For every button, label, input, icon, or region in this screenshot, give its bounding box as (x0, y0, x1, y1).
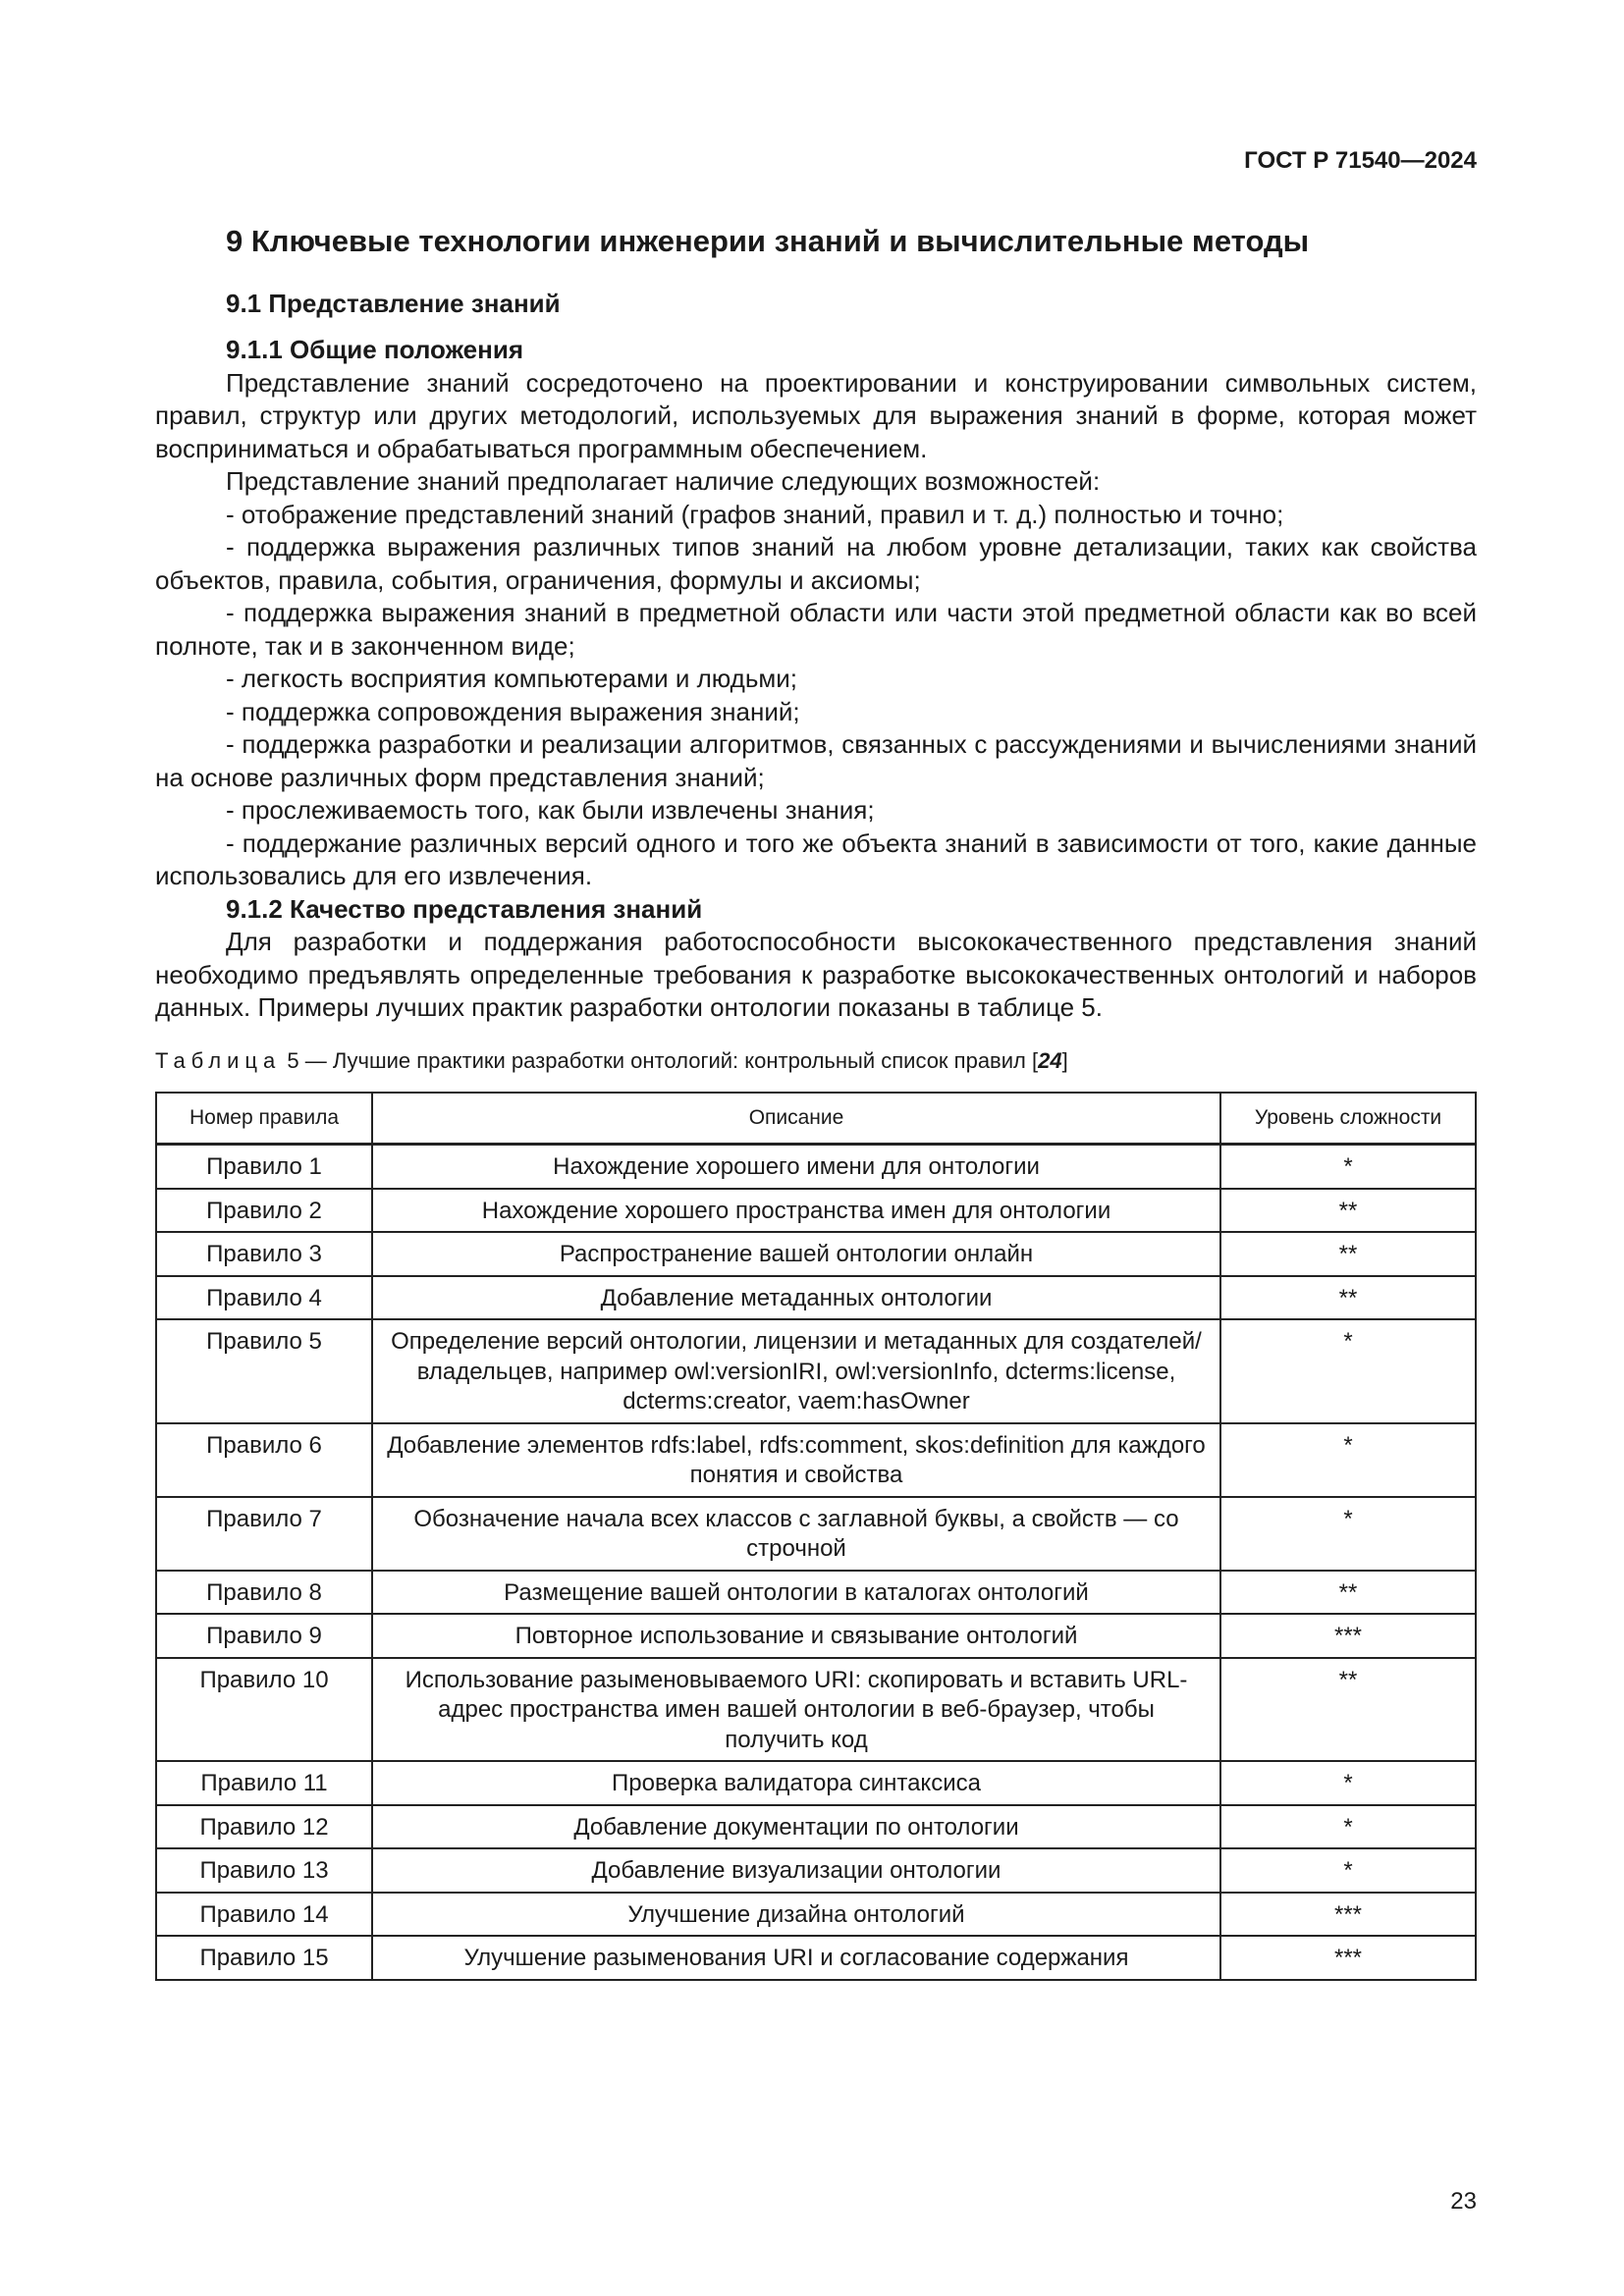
subsection-title: 9.1 Представление знаний (226, 289, 561, 318)
complexity-cell: *** (1220, 1893, 1476, 1937)
paragraph: Представление знаний сосредоточено на проектировании и конструировании символьных систем, правил, структур или других методологий, используемых для выражения знаний в форме, которая может восприниматься и обрабатываться программным обеспечением. (155, 367, 1477, 463)
table-header-row (156, 1093, 1476, 1145)
table-row (156, 1936, 1476, 1980)
rule-number-cell: Правило 5 (156, 1319, 372, 1423)
rule-number-cell: Правило 1 (156, 1145, 372, 1189)
table-caption-end: ] (1061, 1048, 1068, 1073)
description-cell: Добавление метаданных онтологии (372, 1276, 1220, 1320)
table-row (156, 1805, 1476, 1849)
complexity-cell: *** (1220, 1936, 1476, 1980)
description-cell: Улучшение разыменования URI и согласование содержания (372, 1936, 1220, 1980)
subsection-heading: 9.1.2 Качество представления знаний (226, 893, 703, 924)
table-row (156, 1276, 1476, 1320)
table-row (156, 1423, 1476, 1497)
table-row (156, 1497, 1476, 1571)
paragraph: - поддержание различных версий одного и того же объекта знаний в зависимости от того, какие данные использовались для его извлечения. (155, 828, 1477, 890)
table-row (156, 1658, 1476, 1762)
table-row (156, 1319, 1476, 1423)
paragraph: - прослеживаемость того, как были извлечены знания; (226, 795, 875, 825)
rule-number-cell: Правило 11 (156, 1761, 372, 1805)
complexity-cell: * (1220, 1145, 1476, 1189)
rule-number-cell: Правило 6 (156, 1423, 372, 1497)
complexity-cell: * (1220, 1423, 1476, 1497)
complexity-cell: * (1220, 1497, 1476, 1571)
column-header-description: Описание (372, 1093, 1220, 1145)
rule-number-cell: Правило 15 (156, 1936, 372, 1980)
paragraph: - поддержка сопровождения выражения знаний; (226, 696, 800, 726)
table-caption (155, 1048, 1068, 1074)
rule-number-cell: Правило 8 (156, 1571, 372, 1615)
description-cell: Использование разыменовываемого URI: скопировать и вставить URL-адрес пространства имен вашей онтологии в веб-браузер, чтобы получить код (372, 1658, 1220, 1762)
complexity-cell: * (1220, 1761, 1476, 1805)
document-page (155, 0, 1477, 2296)
table-row (156, 1232, 1476, 1276)
rule-number-cell: Правило 13 (156, 1848, 372, 1893)
complexity-cell: *** (1220, 1614, 1476, 1658)
paragraph: Представление знаний предполагает наличие следующих возможностей: (226, 466, 1101, 496)
column-header-complexity: Уровень сложности (1220, 1093, 1476, 1145)
description-cell: Повторное использование и связывание онтологий (372, 1614, 1220, 1658)
description-cell: Обозначение начала всех классов с заглавной буквы, а свойств — со строчной (372, 1497, 1220, 1571)
complexity-cell: ** (1220, 1276, 1476, 1320)
standard-number: ГОСТ Р 71540—2024 (1244, 147, 1477, 174)
description-cell: Добавление элементов rdfs:label, rdfs:comment, skos:definition для каждого понятия и свойства (372, 1423, 1220, 1497)
paragraph: - поддержка выражения знаний в предметной области или части этой предметной области как во всей полноте, так и в законченном виде; (155, 598, 1477, 661)
description-cell: Добавление документации по онтологии (372, 1805, 1220, 1849)
paragraph: Для разработки и поддержания работоспособности высококачественного представления знаний необходимо предъявлять определенные требования к разработке высококачественных онтологий и наборов данных. Примеры лучших практик разработки онтологии показаны в таблице 5. (155, 927, 1477, 1022)
description-cell: Нахождение хорошего пространства имен для онтологии (372, 1189, 1220, 1233)
rules-table (155, 1092, 1477, 1981)
complexity-cell: ** (1220, 1232, 1476, 1276)
rule-number-cell: Правило 7 (156, 1497, 372, 1571)
rule-number-cell: Правило 2 (156, 1189, 372, 1233)
rule-number-cell: Правило 3 (156, 1232, 372, 1276)
paragraph: - поддержка выражения различных типов знаний на любом уровне детализации, таких как свойства объектов, правила, события, ограничения, формулы и аксиомы; (155, 532, 1477, 595)
table-body (156, 1145, 1476, 1980)
table-row (156, 1848, 1476, 1893)
description-cell: Нахождение хорошего имени для онтологии (372, 1145, 1220, 1189)
table-row (156, 1614, 1476, 1658)
complexity-cell: * (1220, 1848, 1476, 1893)
column-header-rule-number: Номер правила (156, 1093, 372, 1145)
page-number: 23 (1450, 2188, 1477, 2215)
table-row (156, 1189, 1476, 1233)
paragraph: - поддержка разработки и реализации алгоритмов, связанных с рассуждениями и вычислениями знаний на основе различных форм представления знаний; (155, 729, 1477, 792)
description-cell: Улучшение дизайна онтологий (372, 1893, 1220, 1937)
description-cell: Размещение вашей онтологии в каталогах онтологий (372, 1571, 1220, 1615)
table-row (156, 1571, 1476, 1615)
rule-number-cell: Правило 14 (156, 1893, 372, 1937)
complexity-cell: * (1220, 1319, 1476, 1423)
complexity-cell: ** (1220, 1658, 1476, 1762)
table-row (156, 1761, 1476, 1805)
paragraph: - легкость восприятия компьютерами и людьми; (226, 664, 798, 693)
table-caption-text: 5 — Лучшие практики разработки онтологий: контрольный список правил [ (281, 1048, 1039, 1073)
complexity-cell: ** (1220, 1571, 1476, 1615)
rule-number-cell: Правило 4 (156, 1276, 372, 1320)
rule-number-cell: Правило 10 (156, 1658, 372, 1762)
body-text (155, 334, 1477, 1025)
table-row (156, 1145, 1476, 1189)
table-caption-prefix: Таблица (155, 1048, 282, 1073)
paragraph: - отображение представлений знаний (графов знаний, правил и т. д.) полностью и точно; (226, 499, 1284, 529)
description-cell: Определение версий онтологии, лицензии и метаданных для создателей/владельцев, например owl:versionIRI, owl:versionInfo, dcterms:license, dcterms:creator, vaem:hasOwner (372, 1319, 1220, 1423)
rule-number-cell: Правило 12 (156, 1805, 372, 1849)
description-cell: Добавление визуализации онтологии (372, 1848, 1220, 1893)
description-cell: Проверка валидатора синтаксиса (372, 1761, 1220, 1805)
subsection-heading: 9.1.1 Общие положения (226, 335, 523, 364)
table-row (156, 1893, 1476, 1937)
complexity-cell: * (1220, 1805, 1476, 1849)
description-cell: Распространение вашей онтологии онлайн (372, 1232, 1220, 1276)
rule-number-cell: Правило 9 (156, 1614, 372, 1658)
complexity-cell: ** (1220, 1189, 1476, 1233)
section-title: 9 Ключевые технологии инженерии знаний и вычислительные методы (226, 224, 1310, 258)
table-caption-reference: 24 (1038, 1048, 1062, 1073)
